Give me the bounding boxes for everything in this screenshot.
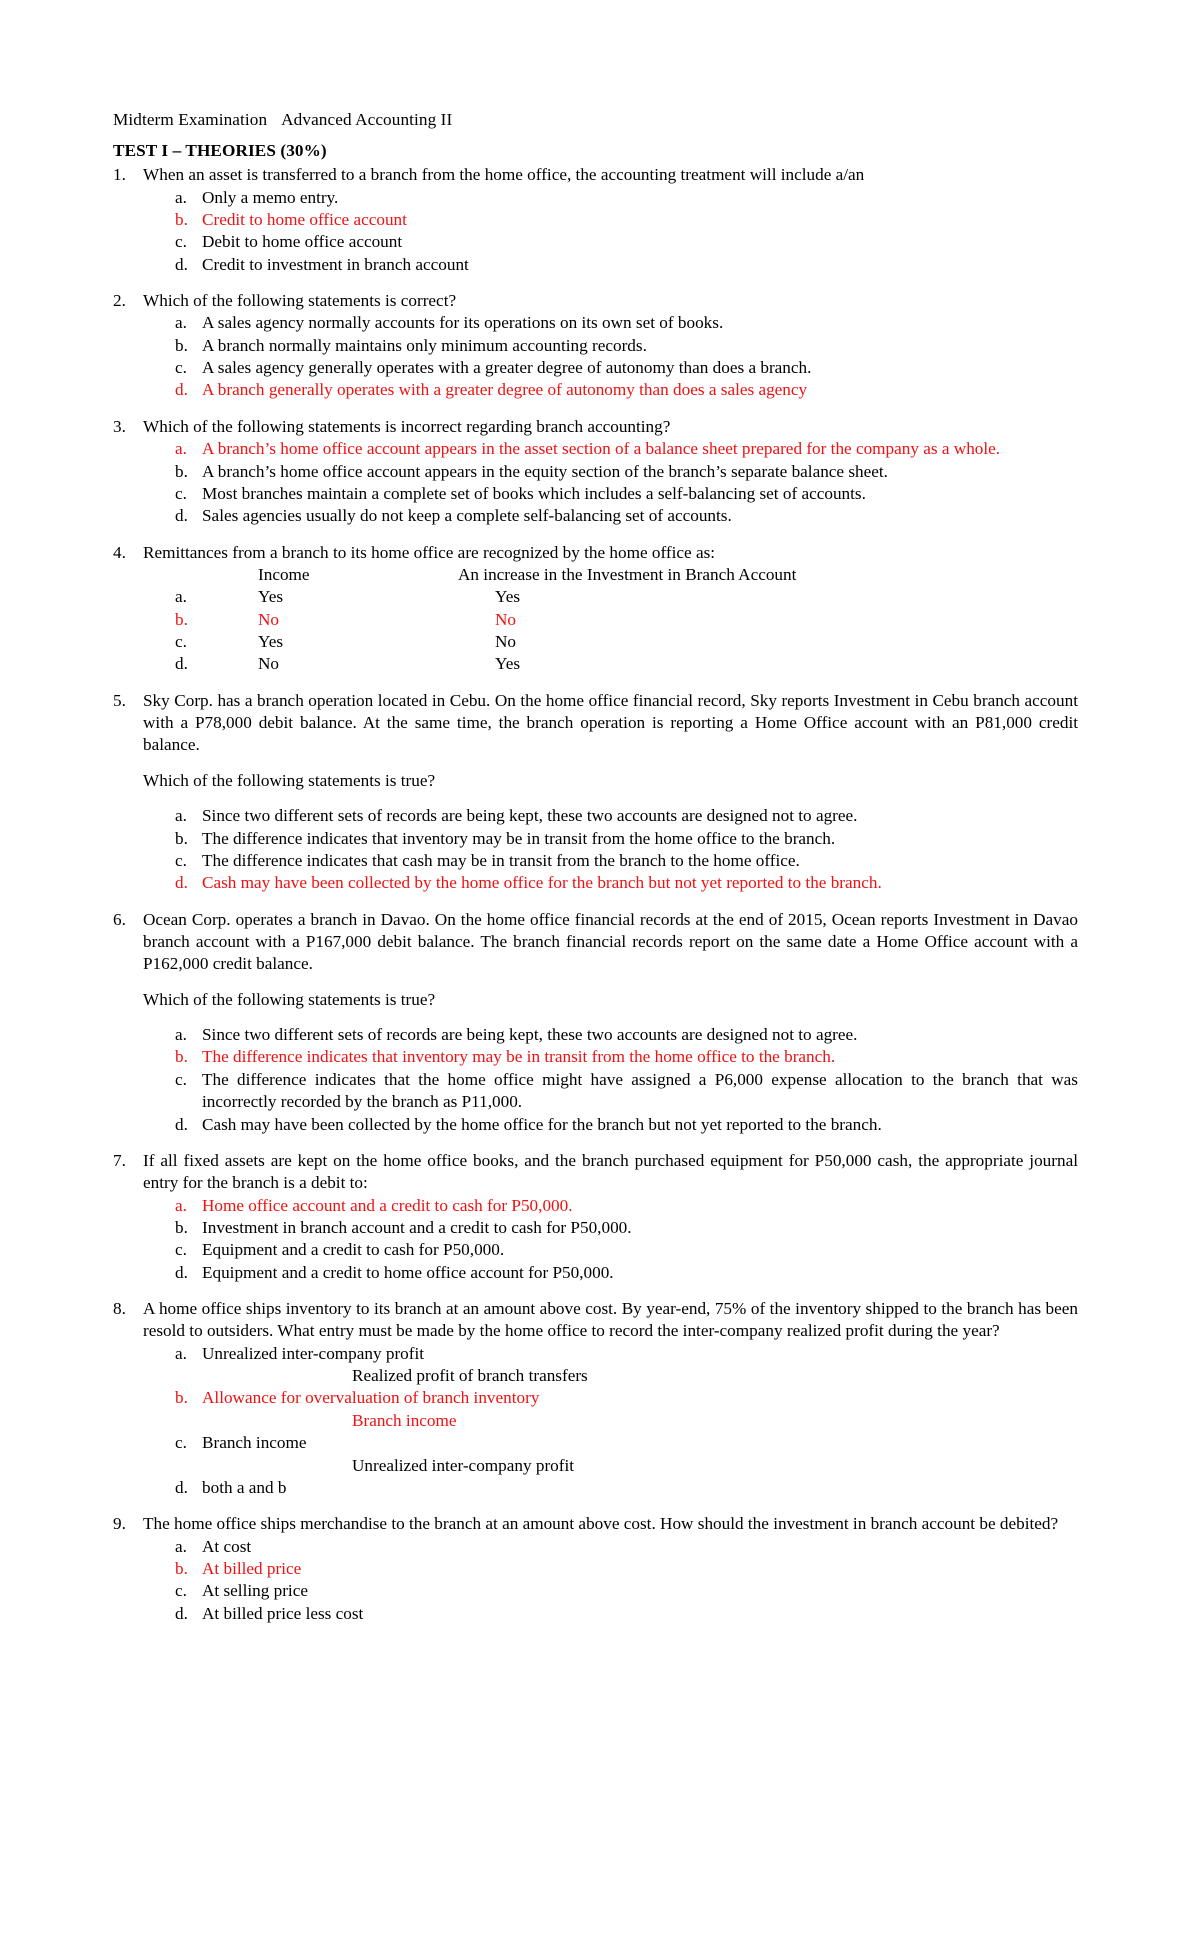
option-text: A branch generally operates with a greater degree of autonomy than does a sales agency bbox=[202, 380, 808, 400]
question-6 bbox=[113, 909, 1078, 1136]
question-number: 5. bbox=[113, 690, 126, 710]
option-letter: d. bbox=[175, 254, 188, 274]
option-list bbox=[143, 1024, 1078, 1136]
question-number: 4. bbox=[113, 542, 126, 562]
column-header-income: Income bbox=[258, 564, 310, 584]
question-stem: A home office ships inventory to its branch at an amount above cost. By year-end, 75% of the inventory shipped to the branch has been resold to outsiders. What entry must be made by the home office to record the inter-company realized profit during the year? bbox=[143, 1299, 1078, 1341]
option-item[interactable] bbox=[143, 1195, 1078, 1217]
option-list bbox=[143, 1536, 1078, 1625]
option-item[interactable] bbox=[143, 1069, 1078, 1114]
option-letter: a. bbox=[175, 1536, 187, 1556]
option-letter: b. bbox=[175, 1217, 188, 1237]
option-letter: a. bbox=[175, 587, 187, 607]
option-letter: c. bbox=[175, 483, 187, 503]
journal-credit-line-row bbox=[143, 1455, 1078, 1477]
option-item[interactable] bbox=[143, 438, 1078, 460]
option-list bbox=[143, 438, 1078, 527]
option-list bbox=[143, 1195, 1078, 1284]
option-text: Only a memo entry. bbox=[202, 187, 339, 207]
option-item[interactable] bbox=[143, 850, 1078, 872]
option-text: The difference indicates that inventory may be in transit from the home office to the branch. bbox=[202, 1047, 836, 1067]
cell-investment: No bbox=[495, 609, 517, 629]
option-letter: b. bbox=[175, 1388, 188, 1408]
option-letter: d. bbox=[175, 380, 188, 400]
option-text: Credit to home office account bbox=[202, 209, 407, 229]
header-subject: Advanced Accounting II bbox=[281, 110, 453, 129]
question-number: 7. bbox=[113, 1150, 126, 1170]
option-letter: b. bbox=[175, 1558, 188, 1578]
question-stem: The home office ships merchandise to the branch at an amount above cost. How should the investment in branch account be debited? bbox=[143, 1514, 1059, 1534]
question-9 bbox=[113, 1513, 1078, 1625]
option-text: Since two different sets of records are being kept, these two accounts are designed not to agree. bbox=[202, 1025, 858, 1045]
option-text: A branch normally maintains only minimum accounting records. bbox=[202, 335, 647, 355]
question-number: 2. bbox=[113, 291, 126, 311]
option-item[interactable] bbox=[143, 483, 1078, 505]
option-letter: b. bbox=[175, 209, 188, 229]
option-text: Branch income bbox=[202, 1433, 307, 1453]
option-text: A sales agency normally accounts for its operations on its own set of books. bbox=[202, 313, 724, 333]
option-item[interactable] bbox=[143, 1239, 1078, 1261]
option-letter: c. bbox=[175, 1069, 187, 1089]
question-stem: If all fixed assets are kept on the home office books, and the branch purchased equipment for P50,000 cash, the appropriate journal entry for the branch is a debit to: bbox=[143, 1150, 1078, 1193]
cell-income: No bbox=[258, 654, 280, 674]
option-item[interactable] bbox=[143, 357, 1078, 379]
question-stem: Which of the following statements is correct? bbox=[143, 291, 457, 311]
option-text: At billed price less cost bbox=[202, 1603, 364, 1623]
option-text: The difference indicates that inventory may be in transit from the home office to the branch. bbox=[202, 828, 836, 848]
option-list bbox=[143, 805, 1078, 894]
option-item[interactable] bbox=[143, 1387, 1078, 1409]
option-letter: d. bbox=[175, 1603, 188, 1623]
question-number: 8. bbox=[113, 1299, 126, 1319]
option-text: Equipment and a credit to cash for P50,000. bbox=[202, 1240, 505, 1260]
document-header bbox=[113, 108, 1078, 131]
answer-table-header bbox=[143, 564, 1078, 586]
option-item[interactable] bbox=[143, 1046, 1078, 1068]
cell-investment: Yes bbox=[495, 654, 521, 674]
option-text: Investment in branch account and a credit to cash for P50,000. bbox=[202, 1217, 632, 1237]
option-text: Sales agencies usually do not keep a complete self-balancing set of accounts. bbox=[202, 506, 732, 526]
option-letter: a. bbox=[175, 187, 187, 207]
section-title: TEST I – THEORIES (30%) bbox=[113, 141, 327, 161]
option-letter: d. bbox=[175, 1477, 188, 1497]
option-item[interactable] bbox=[143, 1262, 1078, 1284]
question-stem: Sky Corp. has a branch operation located in Cebu. On the home office financial record, Sky reports Investment in Cebu branch account with a P78,000 debit balance. At the same time, the branch operation is reporting a Home Office account with an P81,000 credit balance. bbox=[143, 690, 1078, 755]
option-letter: a. bbox=[175, 439, 187, 459]
journal-credit-line: Branch income bbox=[352, 1410, 457, 1430]
question-sub-prompt: Which of the following statements is true? bbox=[143, 989, 436, 1009]
option-item[interactable] bbox=[143, 805, 1078, 827]
cell-investment: Yes bbox=[495, 587, 521, 607]
question-1 bbox=[113, 164, 1078, 276]
header-exam-title: Midterm Examination bbox=[113, 110, 268, 129]
question-stem: Remittances from a branch to its home office are recognized by the home office as: bbox=[143, 542, 716, 562]
question-7 bbox=[113, 1150, 1078, 1284]
option-letter: b. bbox=[175, 335, 188, 355]
option-letter: d. bbox=[175, 506, 188, 526]
option-text: The difference indicates that the home office might have assigned a P6,000 expense allocation to the branch that was incorrectly recorded by the branch as P11,000. bbox=[202, 1069, 1078, 1112]
question-stem: When an asset is transferred to a branch from the home office, the accounting treatment will include a/an bbox=[143, 165, 865, 185]
option-item[interactable] bbox=[143, 1432, 1078, 1454]
option-item[interactable] bbox=[143, 1024, 1078, 1046]
option-item[interactable] bbox=[143, 828, 1078, 850]
option-text: Unrealized inter-company profit bbox=[202, 1343, 425, 1363]
option-list bbox=[143, 187, 1078, 276]
option-letter: c. bbox=[175, 1581, 187, 1601]
option-letter: c. bbox=[175, 632, 187, 652]
option-item[interactable] bbox=[143, 1477, 1078, 1499]
option-item[interactable] bbox=[143, 1580, 1078, 1602]
option-letter: b. bbox=[175, 828, 188, 848]
option-text: Debit to home office account bbox=[202, 232, 403, 252]
option-item[interactable] bbox=[143, 1114, 1078, 1136]
option-item[interactable] bbox=[143, 312, 1078, 334]
option-item[interactable] bbox=[143, 461, 1078, 483]
option-text: Credit to investment in branch account bbox=[202, 254, 469, 274]
question-number: 6. bbox=[113, 909, 126, 929]
option-text: A branch’s home office account appears in the asset section of a balance sheet prepared for the company as a whole. bbox=[202, 439, 1001, 459]
option-item[interactable] bbox=[143, 505, 1078, 527]
table-row[interactable] bbox=[143, 631, 1078, 653]
option-item[interactable] bbox=[143, 187, 1078, 209]
question-5 bbox=[113, 690, 1078, 895]
option-item[interactable] bbox=[143, 335, 1078, 357]
option-text: both a and b bbox=[202, 1477, 287, 1497]
option-text: Cash may have been collected by the home office for the branch but not yet reported to the branch. bbox=[202, 1114, 882, 1134]
cell-investment: No bbox=[495, 632, 517, 652]
table-spacer bbox=[175, 564, 202, 586]
option-item[interactable] bbox=[143, 1603, 1078, 1625]
option-letter: a. bbox=[175, 806, 187, 826]
table-row[interactable] bbox=[143, 586, 1078, 608]
question-3 bbox=[113, 416, 1078, 528]
question-number: 1. bbox=[113, 165, 126, 185]
option-text: Since two different sets of records are being kept, these two accounts are designed not to agree. bbox=[202, 806, 858, 826]
option-list bbox=[143, 312, 1078, 401]
question-stem: Which of the following statements is incorrect regarding branch accounting? bbox=[143, 416, 671, 436]
option-text: The difference indicates that cash may be in transit from the branch to the home office. bbox=[202, 850, 800, 870]
question-stem: Ocean Corp. operates a branch in Davao. On the home office financial records at the end of 2015, Ocean reports Investment in Davao branch account with a P167,000 debit balance. The branch financial records report on the same date a Home Office account with a P162,000 credit balance. bbox=[143, 909, 1078, 974]
option-letter: d. bbox=[175, 1114, 188, 1134]
option-text: A branch’s home office account appears in the equity section of the branch’s separate balance sheet. bbox=[202, 461, 888, 481]
option-text: At selling price bbox=[202, 1581, 308, 1601]
option-letter: d. bbox=[175, 1262, 188, 1282]
option-text: A sales agency generally operates with a greater degree of autonomy than does a branch. bbox=[202, 358, 812, 378]
cell-income: Yes bbox=[258, 632, 284, 652]
option-letter: a. bbox=[175, 1195, 187, 1215]
option-item[interactable] bbox=[143, 231, 1078, 253]
option-item[interactable] bbox=[143, 872, 1078, 894]
option-text: Home office account and a credit to cash for P50,000. bbox=[202, 1195, 573, 1215]
journal-credit-line-row bbox=[143, 1410, 1078, 1432]
option-letter: a. bbox=[175, 1025, 187, 1045]
question-number: 3. bbox=[113, 416, 126, 436]
option-text: Cash may have been collected by the home office for the branch but not yet reported to the branch. bbox=[202, 873, 882, 893]
table-row[interactable] bbox=[143, 653, 1078, 675]
option-list bbox=[143, 1343, 1078, 1500]
option-letter: c. bbox=[175, 232, 187, 252]
option-letter: c. bbox=[175, 358, 187, 378]
column-header-investment: An increase in the Investment in Branch Account bbox=[458, 564, 797, 584]
option-letter: b. bbox=[175, 1047, 188, 1067]
option-letter: a. bbox=[175, 1343, 187, 1363]
journal-credit-line: Unrealized inter-company profit bbox=[352, 1455, 575, 1475]
option-letter: c. bbox=[175, 1433, 187, 1453]
option-item[interactable] bbox=[143, 1536, 1078, 1558]
journal-credit-line: Realized profit of branch transfers bbox=[352, 1366, 588, 1386]
option-letter: d. bbox=[175, 654, 188, 674]
option-item[interactable] bbox=[143, 1217, 1078, 1239]
question-sub-prompt: Which of the following statements is true? bbox=[143, 770, 436, 790]
option-letter: b. bbox=[175, 461, 188, 481]
option-item[interactable] bbox=[143, 209, 1078, 231]
option-letter: c. bbox=[175, 850, 187, 870]
question-4 bbox=[113, 542, 1078, 676]
option-item[interactable] bbox=[143, 1558, 1078, 1580]
question-8 bbox=[113, 1298, 1078, 1499]
option-item[interactable] bbox=[143, 379, 1078, 401]
option-letter: a. bbox=[175, 313, 187, 333]
option-letter: b. bbox=[175, 609, 188, 629]
option-item[interactable] bbox=[143, 254, 1078, 276]
table-row[interactable] bbox=[143, 609, 1078, 631]
option-text: Equipment and a credit to home office account for P50,000. bbox=[202, 1262, 614, 1282]
journal-credit-line-row bbox=[143, 1365, 1078, 1387]
option-text: Allowance for overvaluation of branch inventory bbox=[202, 1388, 540, 1408]
cell-income: No bbox=[258, 609, 280, 629]
cell-income: Yes bbox=[258, 587, 284, 607]
option-text: Most branches maintain a complete set of books which includes a self-balancing set of accounts. bbox=[202, 483, 866, 503]
option-text: At billed price bbox=[202, 1558, 302, 1578]
option-letter: c. bbox=[175, 1240, 187, 1260]
option-item[interactable] bbox=[143, 1343, 1078, 1365]
option-text: At cost bbox=[202, 1536, 252, 1556]
question-number: 9. bbox=[113, 1514, 126, 1534]
option-letter: d. bbox=[175, 873, 188, 893]
question-2 bbox=[113, 290, 1078, 402]
